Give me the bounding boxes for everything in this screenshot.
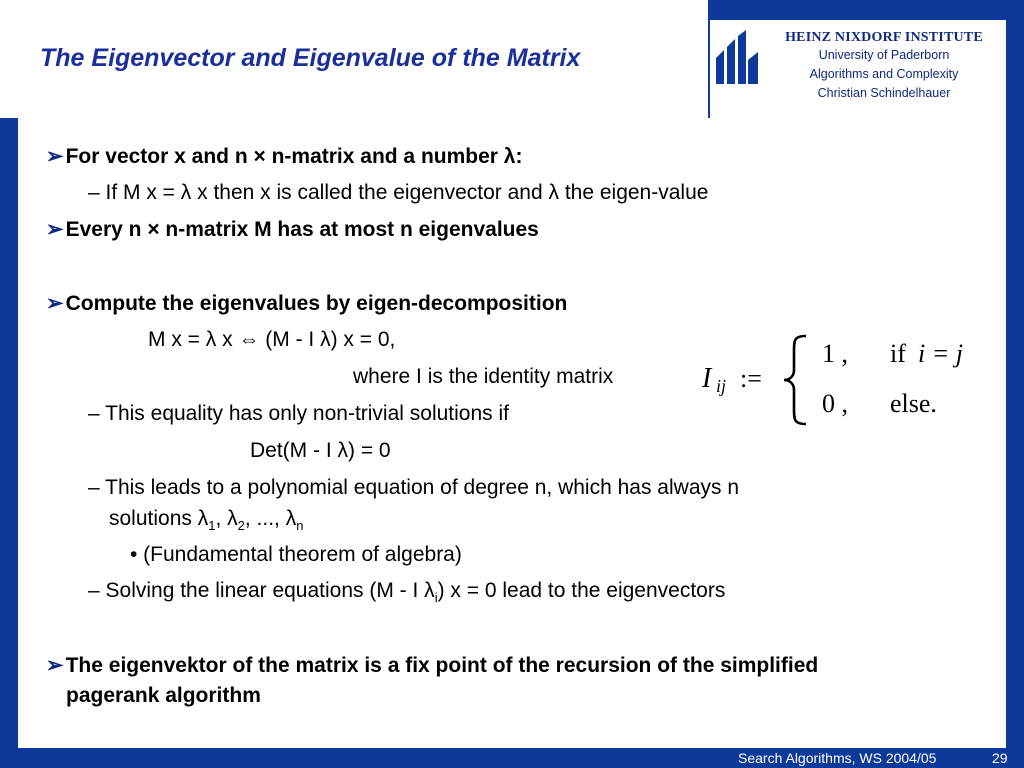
- footer-course: Search Algorithms, WS 2004/05: [738, 750, 937, 766]
- bullet-arrow-icon: ➢: [46, 654, 64, 677]
- solutions-sep-1: , λ: [215, 507, 238, 530]
- bullet-4-text-line-1: The eigenvektor of the matrix is a fix point of the recursion of the simplified: [65, 654, 819, 677]
- bullet-3-text: Compute the eigenvalues by eigen-decomposition: [65, 292, 568, 315]
- bullet-1-sub: – If M x = λ x then x is called the eigenvector and λ the eigen-value: [88, 181, 709, 204]
- bullet-2: [46, 217, 539, 242]
- slide-title: The Eigenvector and Eigenvalue of the Matrix: [40, 44, 581, 72]
- equation-note: where I is the identity matrix: [353, 365, 614, 388]
- bullet-3-sub-2-bullet: • (Fundamental theorem of algebra): [130, 543, 462, 566]
- bullet-1-text: For vector x and n × n-matrix and a number λ:: [65, 145, 523, 168]
- case-1-if: if: [890, 339, 906, 368]
- bullet-arrow-icon: ➢: [46, 218, 64, 241]
- left-border-bar: [0, 118, 18, 748]
- subscript-n: n: [296, 518, 304, 534]
- equation-1: M x = λ x ⇔ (M - I λ) x = 0,: [148, 328, 396, 351]
- sub-3-pre: – Solving the linear equations (M - I λ: [88, 579, 435, 602]
- bullet-arrow-icon: ➢: [46, 292, 64, 315]
- case-1-condition: i = j: [918, 339, 963, 368]
- subscript-i: i: [434, 590, 438, 606]
- solutions-sep-2: , ..., λ: [244, 507, 297, 530]
- case-1-value: 1 ,: [822, 339, 848, 368]
- sub-3-post: ) x = 0 lead to the eigenvectors: [437, 579, 726, 602]
- bullet-4-line-2: pagerank algorithm: [66, 684, 261, 707]
- page-number: 29: [992, 750, 1008, 766]
- institute-name: HEINZ NIXDORF INSTITUTE: [785, 30, 983, 45]
- determinant-equation: Det(M - I λ) = 0: [250, 439, 391, 462]
- subscript-2: 2: [237, 518, 245, 534]
- bullet-arrow-icon: ➢: [46, 145, 64, 168]
- bullet-1: [46, 144, 522, 169]
- formula-assign: :=: [740, 364, 762, 393]
- author-name: Christian Schindelhauer: [817, 86, 951, 100]
- institute-logo-icon: [714, 30, 760, 86]
- bullet-3: [46, 291, 567, 316]
- bullet-4: [46, 653, 818, 678]
- right-border-bar: [1006, 118, 1024, 748]
- bullet-3-sub-3: [88, 579, 725, 605]
- subscript-1: 1: [208, 518, 216, 534]
- formula-lhs-subscript: ij: [716, 376, 727, 396]
- identity-matrix-formula: [700, 330, 1000, 430]
- bullet-3-sub-2-line-2: [109, 507, 303, 533]
- bullet-3-sub-2-line-1: – This leads to a polynomial equation of degree n, which has always n: [88, 476, 740, 499]
- bullet-2-text: Every n × n-matrix M has at most n eigenvalues: [65, 218, 539, 241]
- group-name: Algorithms and Complexity: [809, 67, 959, 81]
- solutions-text: solutions λ: [109, 507, 209, 530]
- formula-lhs: I: [702, 363, 712, 394]
- formula-brace: [784, 336, 806, 424]
- case-2-condition: else.: [890, 389, 937, 418]
- bullet-3-sub-1: – This equality has only non-trivial solutions if: [88, 402, 509, 425]
- university-name: University of Paderborn: [818, 48, 950, 62]
- case-2-value: 0 ,: [822, 389, 848, 418]
- institute-block: [762, 30, 1006, 103]
